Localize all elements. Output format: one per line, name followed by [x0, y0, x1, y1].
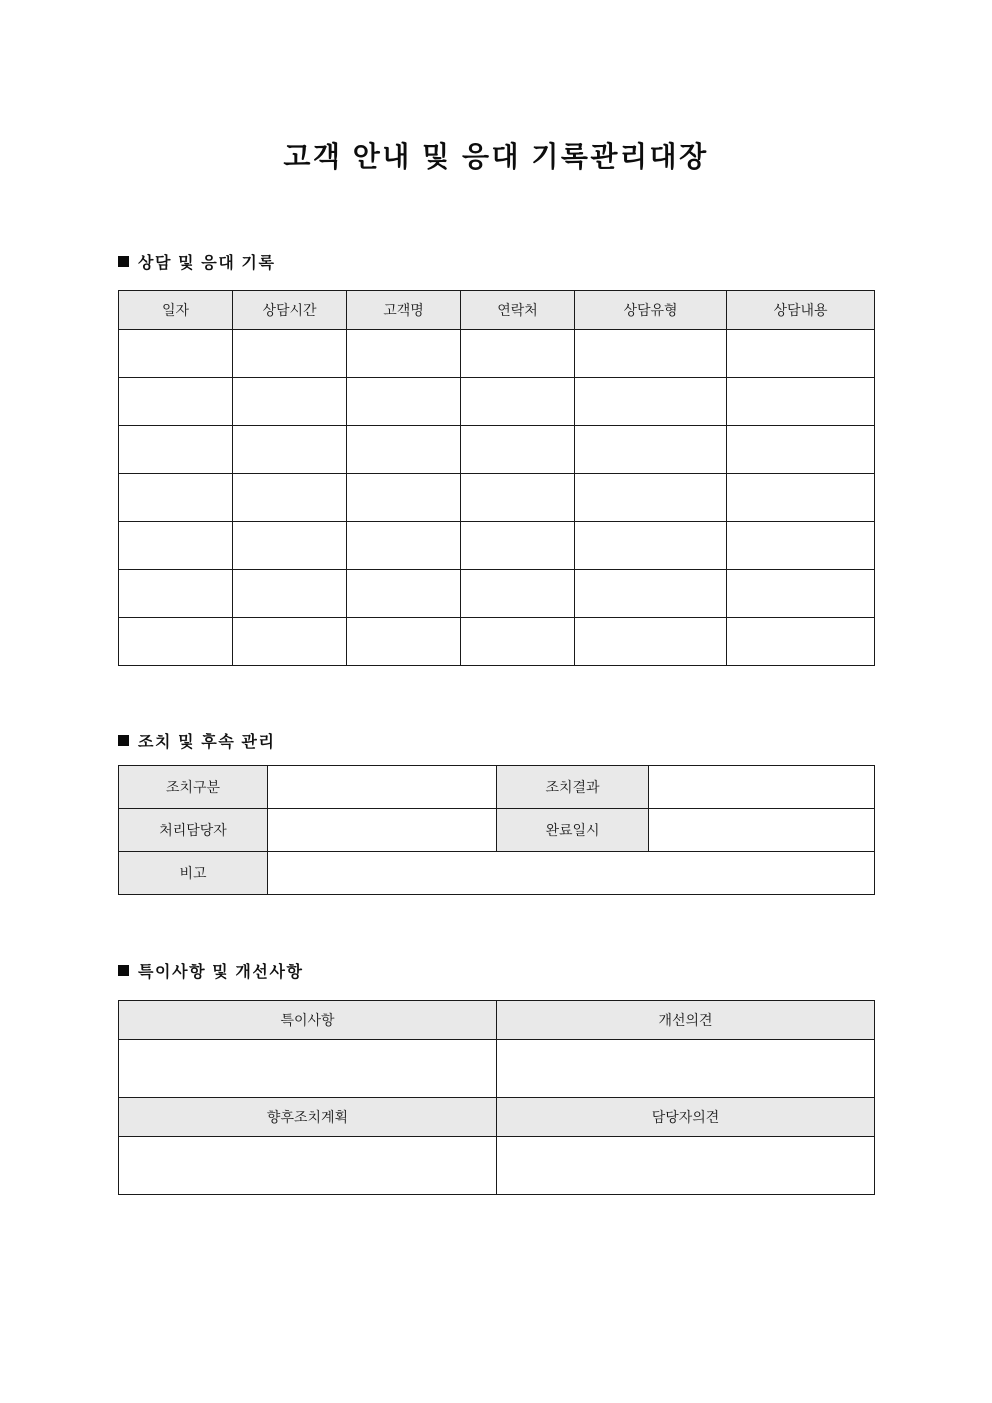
cell-consult-detail[interactable] — [727, 426, 875, 474]
cell-consult-detail[interactable] — [727, 570, 875, 618]
cell-date[interactable] — [119, 378, 233, 426]
section-heading-action — [118, 729, 276, 752]
column-header-customer-name: 고객명 — [347, 291, 461, 330]
column-header-future-action-plan: 향후조치계획 — [119, 1098, 497, 1137]
cell-time[interactable] — [233, 570, 347, 618]
section-heading-label: 조치 및 후속 관리 — [138, 734, 276, 751]
cell-consult-type[interactable] — [575, 426, 727, 474]
cell-contact[interactable] — [461, 474, 575, 522]
field-value-remarks[interactable] — [268, 852, 875, 895]
table-row — [119, 766, 875, 809]
table-row — [119, 809, 875, 852]
cell-date[interactable] — [119, 618, 233, 666]
cell-consult-detail[interactable] — [727, 522, 875, 570]
cell-consult-type[interactable] — [575, 618, 727, 666]
cell-date[interactable] — [119, 522, 233, 570]
table-row — [119, 522, 875, 570]
column-header-contact: 연락처 — [461, 291, 575, 330]
cell-customer-name[interactable] — [347, 474, 461, 522]
table-row — [119, 618, 875, 666]
table-header-row — [119, 291, 875, 330]
cell-customer-name[interactable] — [347, 522, 461, 570]
cell-contact[interactable] — [461, 522, 575, 570]
cell-contact[interactable] — [461, 570, 575, 618]
field-value-action-type[interactable] — [268, 766, 497, 809]
cell-customer-name[interactable] — [347, 570, 461, 618]
consultation-record-table — [118, 290, 875, 666]
column-header-date: 일자 — [119, 291, 233, 330]
cell-consult-detail[interactable] — [727, 474, 875, 522]
column-header-improvement-opinion: 개선의견 — [497, 1001, 875, 1040]
field-label-action-type: 조치구분 — [119, 766, 268, 809]
table-row — [119, 1137, 875, 1195]
table-row — [119, 474, 875, 522]
square-bullet-icon — [118, 735, 129, 746]
column-header-time: 상담시간 — [233, 291, 347, 330]
column-header-consult-detail: 상담내용 — [727, 291, 875, 330]
field-value-action-result[interactable] — [649, 766, 875, 809]
field-label-action-result: 조치결과 — [497, 766, 649, 809]
cell-handler-opinion[interactable] — [497, 1137, 875, 1195]
cell-time[interactable] — [233, 474, 347, 522]
cell-special-notes[interactable] — [119, 1040, 497, 1098]
section-heading-notes — [118, 959, 304, 982]
cell-customer-name[interactable] — [347, 330, 461, 378]
cell-consult-type[interactable] — [575, 522, 727, 570]
table-header-row — [119, 1098, 875, 1137]
cell-date[interactable] — [119, 426, 233, 474]
table-row — [119, 378, 875, 426]
page-title: 고객 안내 및 응대 기록관리대장 — [283, 141, 709, 172]
cell-date[interactable] — [119, 570, 233, 618]
cell-time[interactable] — [233, 618, 347, 666]
table-row — [119, 852, 875, 895]
square-bullet-icon — [118, 965, 129, 976]
cell-time[interactable] — [233, 426, 347, 474]
table-row — [119, 1040, 875, 1098]
cell-date[interactable] — [119, 330, 233, 378]
column-header-special-notes: 특이사항 — [119, 1001, 497, 1040]
action-followup-table — [118, 765, 875, 895]
cell-consult-type[interactable] — [575, 474, 727, 522]
section-heading-consultation — [118, 250, 276, 273]
table-header-row — [119, 1001, 875, 1040]
field-label-completion-date: 완료일시 — [497, 809, 649, 852]
field-label-remarks: 비고 — [119, 852, 268, 895]
column-header-handler-opinion: 담당자의견 — [497, 1098, 875, 1137]
cell-contact[interactable] — [461, 378, 575, 426]
field-value-handler[interactable] — [268, 809, 497, 852]
cell-future-action-plan[interactable] — [119, 1137, 497, 1195]
cell-consult-type[interactable] — [575, 570, 727, 618]
cell-contact[interactable] — [461, 330, 575, 378]
notes-improvements-table — [118, 1000, 875, 1195]
cell-contact[interactable] — [461, 618, 575, 666]
cell-consult-detail[interactable] — [727, 330, 875, 378]
cell-consult-type[interactable] — [575, 330, 727, 378]
square-bullet-icon — [118, 256, 129, 267]
section-heading-label: 상담 및 응대 기록 — [138, 255, 276, 272]
cell-customer-name[interactable] — [347, 426, 461, 474]
cell-customer-name[interactable] — [347, 618, 461, 666]
cell-time[interactable] — [233, 522, 347, 570]
field-label-handler: 처리담당자 — [119, 809, 268, 852]
cell-improvement-opinion[interactable] — [497, 1040, 875, 1098]
cell-consult-detail[interactable] — [727, 618, 875, 666]
cell-time[interactable] — [233, 378, 347, 426]
table-row — [119, 330, 875, 378]
section-heading-label: 특이사항 및 개선사항 — [138, 964, 304, 981]
table-row — [119, 426, 875, 474]
table-row — [119, 570, 875, 618]
cell-consult-detail[interactable] — [727, 378, 875, 426]
column-header-consult-type: 상담유형 — [575, 291, 727, 330]
cell-contact[interactable] — [461, 426, 575, 474]
cell-date[interactable] — [119, 474, 233, 522]
field-value-completion-date[interactable] — [649, 809, 875, 852]
cell-time[interactable] — [233, 330, 347, 378]
cell-consult-type[interactable] — [575, 378, 727, 426]
cell-customer-name[interactable] — [347, 378, 461, 426]
